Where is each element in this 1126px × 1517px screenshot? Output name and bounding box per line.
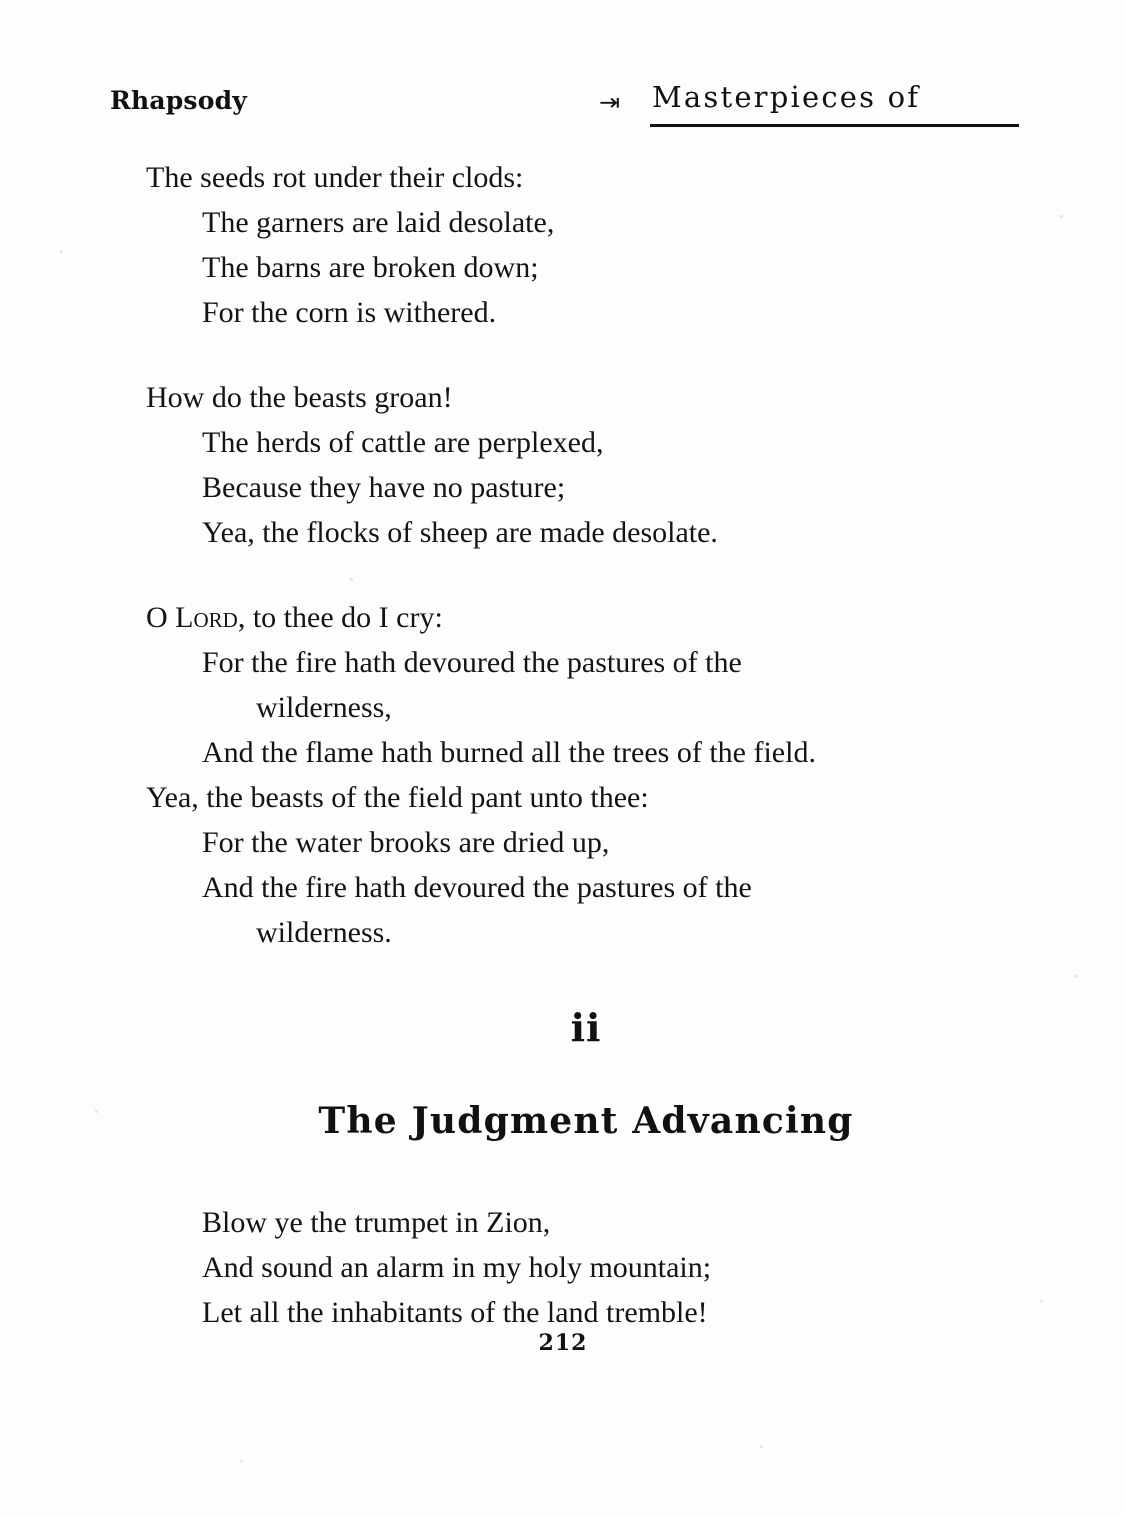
paper-speck bbox=[350, 578, 353, 581]
paper-speck bbox=[1060, 215, 1063, 218]
running-head-left-title: Rhapsody bbox=[110, 86, 247, 115]
running-head bbox=[110, 78, 1020, 138]
poem-line: The garners are laid desolate, bbox=[202, 206, 555, 239]
poem-line: Yea, the flocks of sheep are made desolate. bbox=[202, 516, 718, 549]
poem-line-invocation: O Lord, to thee do I cry: bbox=[146, 601, 443, 634]
poem-line: For the corn is withered. bbox=[202, 296, 497, 329]
paper-speck bbox=[95, 1110, 98, 1113]
small-caps-word: Lord bbox=[175, 601, 238, 634]
poem-line: Blow ye the trumpet in Zion, bbox=[202, 1206, 551, 1239]
running-head-right-title: Masterpieces of bbox=[652, 80, 921, 114]
poem-line: And sound an alarm in my holy mountain; bbox=[202, 1251, 712, 1284]
poem-line: The herds of cattle are perplexed, bbox=[202, 426, 604, 459]
poem-line: How do the beasts groan! bbox=[146, 381, 453, 414]
poem-line: And the fire hath devoured the pastures of the bbox=[202, 871, 752, 904]
stanza bbox=[146, 155, 1026, 335]
poem-line: The barns are broken down; bbox=[202, 251, 539, 284]
running-head-rule bbox=[650, 124, 1019, 127]
poem-line: Yea, the beasts of the field pant unto thee: bbox=[146, 781, 649, 814]
poem-line: The seeds rot under their clods: bbox=[146, 161, 524, 194]
paper-speck bbox=[760, 1445, 763, 1448]
ornament-icon: ⇥ bbox=[599, 90, 621, 116]
poem-line: For the water brooks are dried up, bbox=[202, 826, 610, 859]
poem-line: Let all the inhabitants of the land tremble! bbox=[202, 1296, 708, 1329]
section-title: The Judgment Advancing bbox=[318, 1100, 854, 1142]
poem-line-runover: wilderness. bbox=[256, 916, 392, 949]
poem-line: For the fire hath devoured the pastures of the bbox=[202, 646, 742, 679]
poem-body bbox=[146, 155, 1026, 1329]
poem-line-runover: wilderness, bbox=[256, 691, 392, 724]
paper-speck bbox=[1075, 975, 1078, 978]
paper-speck bbox=[1040, 1300, 1043, 1303]
stanza bbox=[202, 1200, 1022, 1335]
stanza bbox=[146, 375, 1026, 555]
poem-line: And the flame hath burned all the trees of the field. bbox=[202, 736, 816, 769]
stanza bbox=[146, 595, 1026, 955]
page-number: 212 bbox=[538, 1330, 588, 1356]
paper-speck bbox=[240, 1460, 243, 1463]
section-number: ii bbox=[570, 1005, 602, 1050]
paper-speck bbox=[60, 250, 63, 253]
poem-line: Because they have no pasture; bbox=[202, 471, 566, 504]
